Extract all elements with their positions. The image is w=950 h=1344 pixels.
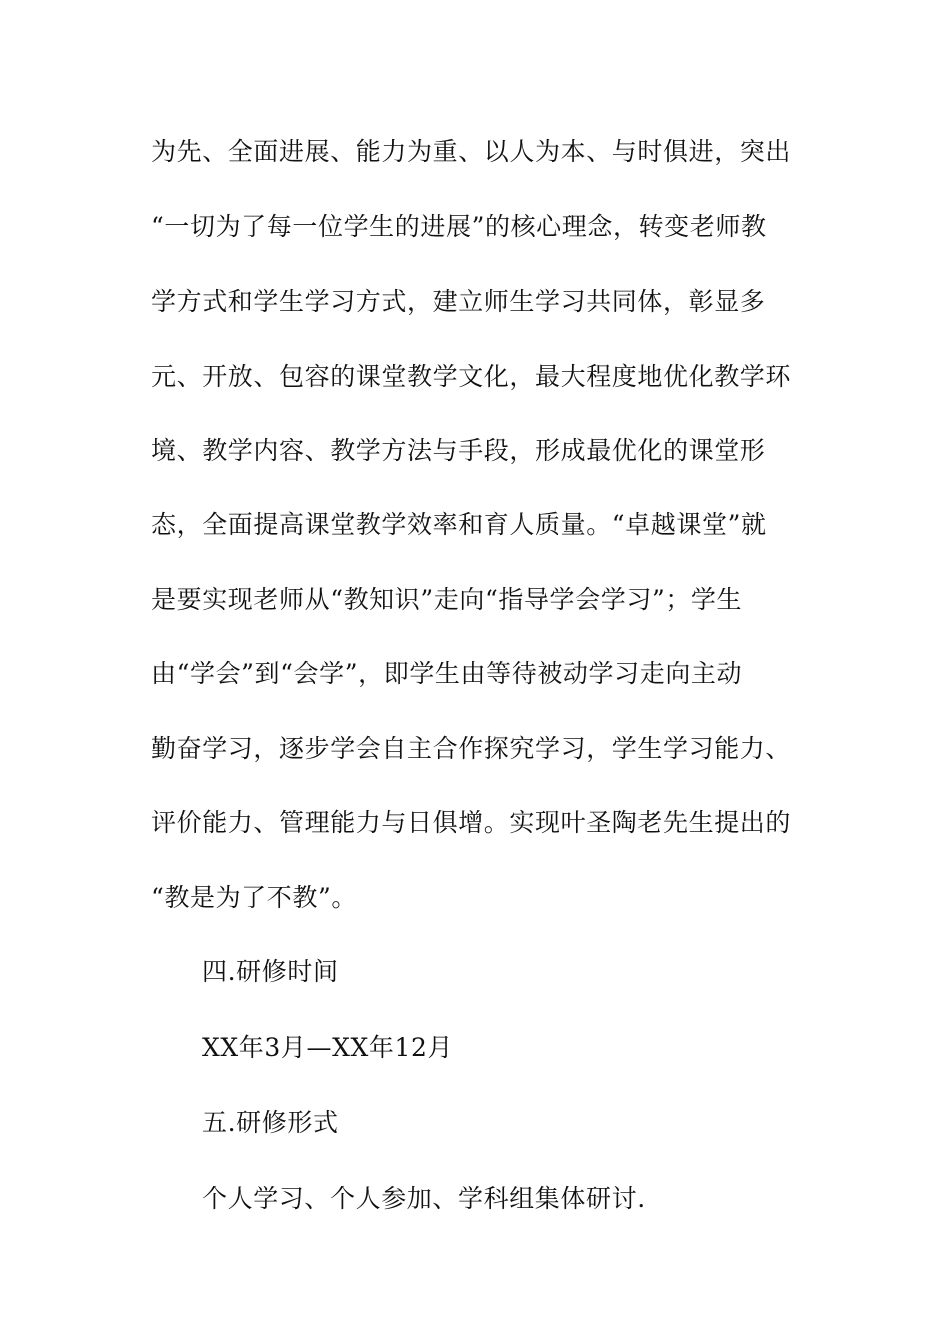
section-heading-research-form: 五.研修形式 <box>202 1108 339 1137</box>
paragraph-line-8: 由“学会”到“会学”，即学生由等待被动学习走向主动 <box>151 659 743 688</box>
paragraph-line-5: 境、教学内容、教学方法与手段，形成最优化的课堂形 <box>151 436 766 465</box>
section-heading-research-time: 四.研修时间 <box>202 957 339 986</box>
paragraph-line-4: 元、开放、包容的课堂教学文化，最大程度地优化教学环 <box>151 362 792 391</box>
research-time-range: XX年3月—XX年12月 <box>202 1033 454 1062</box>
paragraph-line-1: 为先、全面进展、能力为重、以人为本、与时俱进，突出 <box>151 137 792 166</box>
paragraph-line-6: 态，全面提高课堂教学效率和育人质量。“卓越课堂”就 <box>151 510 767 539</box>
paragraph-line-10: 评价能力、管理能力与日俱增。实现叶圣陶老先生提出的 <box>151 808 792 837</box>
paragraph-line-7: 是要实现老师从“教知识”走向“指导学会学习”；学生 <box>151 585 743 614</box>
paragraph-line-11: “教是为了不教”。 <box>151 883 357 912</box>
research-form-description: 个人学习、个人参加、学科组集体研讨. <box>202 1184 646 1213</box>
paragraph-line-2: “一切为了每一位学生的进展”的核心理念，转变老师教 <box>151 212 767 241</box>
paragraph-line-9: 勤奋学习，逐步学会自主合作探究学习，学生学习能力、 <box>151 734 792 763</box>
paragraph-line-3: 学方式和学生学习方式，建立师生学习共同体，彰显多 <box>151 287 766 316</box>
